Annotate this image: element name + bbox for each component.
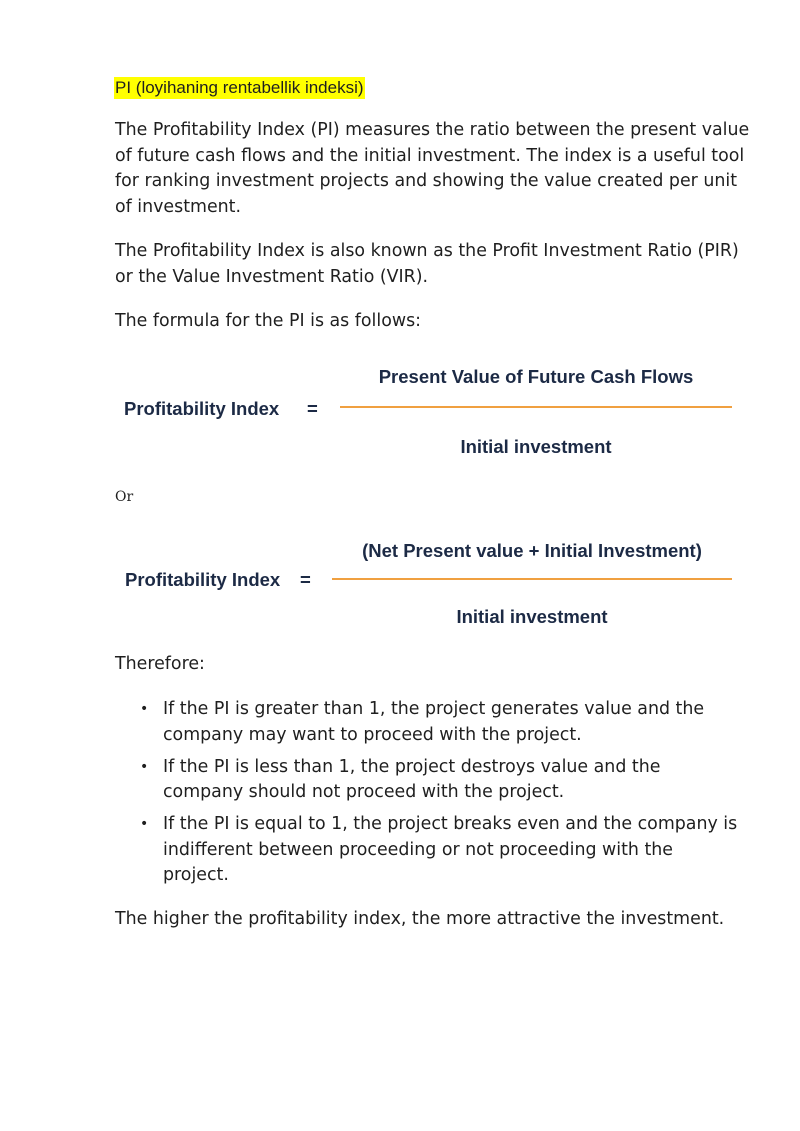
conclusion-paragraph: The higher the profitability index, the more attractive the investment.: [115, 909, 725, 929]
formula-equals: =: [300, 569, 311, 590]
formula-denominator: Initial investment: [456, 606, 608, 627]
formula-pv-over-investment: [0, 360, 800, 470]
list-item-text: If the PI is greater than 1, the project generates value and the company may want to proceed with the project.: [163, 699, 705, 745]
formula-lhs: Profitability Index: [125, 569, 281, 590]
formula-lhs: Profitability Index: [124, 398, 280, 419]
fraction-line: [340, 406, 732, 408]
intro-paragraph: The Profitability Index (PI) measures the ratio between the present value of future cash flows and the initial investment. The index is a useful tool for ranking investment projects and showing the value created per unit of investment.: [115, 120, 750, 217]
list-item: [0, 755, 743, 806]
list-item: [0, 812, 743, 889]
bullet-icon: •: [140, 701, 149, 717]
list-item-text: If the PI is equal to 1, the project breaks even and the company is indifferent between proceeding or not proceeding with the project.: [163, 814, 738, 885]
aka-paragraph: The Profitability Index is also known as the Profit Investment Ratio (PIR) or the Value Investment Ratio (VIR).: [115, 241, 739, 287]
formula-numerator: (Net Present value + Initial Investment): [362, 540, 702, 561]
formula-equals: =: [307, 398, 318, 419]
formula-denominator: Initial investment: [460, 436, 612, 457]
section-heading: PI (loyihaning rentabellik indeksi): [115, 78, 364, 97]
formula-intro-paragraph: The formula for the PI is as follows:: [115, 311, 421, 331]
formula-numerator: Present Value of Future Cash Flows: [378, 366, 694, 387]
list-item: [0, 697, 743, 748]
bullet-icon: •: [140, 816, 149, 832]
bullet-icon: •: [140, 758, 149, 775]
therefore-paragraph: Therefore:: [115, 654, 205, 674]
list-item-text: If the PI is less than 1, the project destroys value and the company should not proceed with the project.: [163, 756, 661, 802]
decision-rules-list: [0, 697, 800, 895]
formula-npv-plus-investment: [0, 532, 800, 642]
fraction-line: [332, 578, 732, 580]
or-separator: Or: [115, 489, 134, 505]
